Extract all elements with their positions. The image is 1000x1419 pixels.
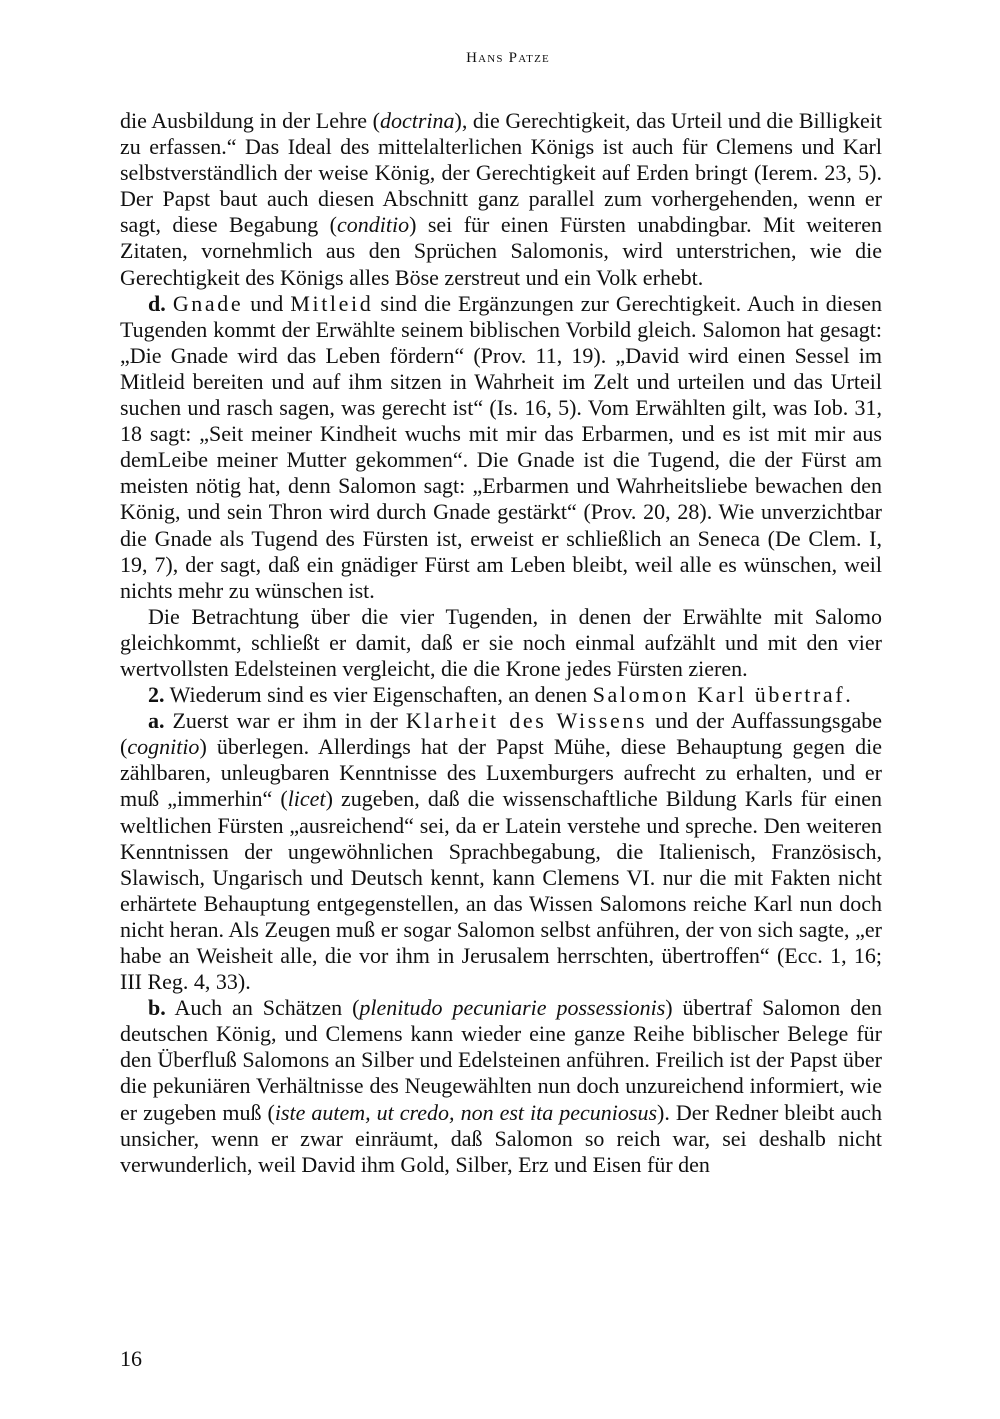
section-marker: b. (148, 995, 166, 1021)
running-head: Hans Patze (466, 50, 550, 66)
section-marker: a. (148, 708, 165, 734)
latin-term: doctrina (379, 108, 455, 133)
text-span: . (845, 682, 851, 708)
latin-term: cognitio (127, 734, 200, 760)
text-span: und der Auffassungsgabe ( (120, 708, 882, 760)
latin-term: plenitudo pecuniarie possessionis (359, 995, 666, 1021)
text-span: Wiederum sind es vier Eigenschaften, an denen (164, 682, 593, 708)
spaced-term: Gnade (172, 290, 244, 316)
page-number: 16 (120, 1346, 142, 1371)
latin-term: conditio (336, 212, 410, 238)
paragraph-four-virtues-summary (120, 604, 882, 682)
paragraph-four-qualities (120, 682, 882, 708)
text-span: ) übertraf Salomon den deutschen König, und Clemens kann wieder eine ganze Reihe biblischer Belege für den Überfluß Salomons an Silber und Edelsteinen anführen. Freilich ist der Papst über die pekuniären Verhältnisse des Neugewählten nun doch unzureichend informiert, wie er zugeben muß ( (120, 995, 882, 1125)
text-span: und (243, 290, 291, 316)
latin-term: licet (287, 786, 326, 812)
section-marker: 2. (148, 682, 165, 708)
spaced-term: Mitleid (290, 290, 374, 316)
section-marker: d. (148, 290, 166, 316)
text-span: ), die Gerechtigkeit, das Urteil und die Billigkeit zu erfassen.“ Das Ideal des mittelalterlichen Königs ist auch für Clemens und Karl selbstverständlich der weise König, der Gerechtigkeit auf Erden bringt (Ierem. 23, 5). Der Papst baut auch diesen Abschnitt ganz parallel zum vorhergehenden, wenn er sagt, diese Begabung ( (120, 108, 882, 238)
text-span: Die Betrachtung über die vier Tugenden, in denen der Erwählte mit Salomo gleichkommt, schließt er damit, daß er sie noch einmal aufzählt und mit den vier wertvollsten Edelsteinen vergleicht, die die Krone jedes Fürsten zieren. (120, 603, 882, 681)
text-span: ) überlegen. Allerdings hat der Papst Mühe, diese Behauptung gegen die zählbaren, unleugbaren Kenntnisse des Luxemburgers aufrecht zu erhalten, und er muß „immerhin“ ( (120, 734, 882, 812)
paragraph-grace-mercy (120, 291, 882, 604)
text-span: ). Der Redner bleibt auch unsicher, wenn er zwar einräumt, daß Salomon so reich war, sei deshalb nicht verwunderlich, weil David ihm Gold, Silber, Erz und Eisen für den (120, 1099, 882, 1177)
paragraph-treasures (120, 995, 882, 1178)
text-span: sind die Ergänzungen zur Gerechtigkeit. Auch in diesen Tugenden kommt der Erwählte seinem biblischen Vorbild gleich. Salomon hat gesagt: „Die Gnade wird das Leben fördern“ (Prov. 11, 19). „David wird einen Sessel im Mitleid bereiten und auf ihm sitzen in Wahrheit im Zelt und urteilen und das Urteil suchen und rasch sagen, was gerecht ist“ (Is. 16, 5). Vom Erwählten gilt, was Iob. 31, 18 sagt: „Seit meiner Kindheit wuchs mit mir das Erbarmen, und es ist mit mir aus demLeibe meiner Mutter gekommen“. Die Gnade ist die Tugend, die der Fürst am meisten nötig hat, denn Salomon sagt: „Erbarmen und Wahrheitsliebe bewachen den König, und sein Thron wird durch Gnade gestärkt“ (Prov. 20, 28). Wie unverzichtbar die Gnade als Tugend des Fürsten ist, erweist er schließlich an Seneca (De Clem. I, 19, 7), der sagt, daß ein gnädiger Fürst am Leben bleibt, weil alle es wünschen, weil nichts mehr zu wünschen ist. (120, 290, 883, 603)
text-span: die Ausbildung in der Lehre ( (120, 108, 380, 133)
body-text (120, 108, 882, 1178)
text-span: ) zugeben, daß die wissenschaftliche Bildung Karls für einen weltlichen Fürsten „ausreichend“ sei, da er Latein verstehe und spreche. Den weiteren Kenntnissen der ungewöhnlichen Sprachbegabung, die Italienisch, Französisch, Slawisch, Ungarisch und Deutsch kennt, kann Clemens VI. nur die mit Fakten nicht erhärtete Behauptung entgegenstellen, an das Wissen Salomons reiche Karl nun doch nicht heran. Als Zeugen muß er sogar Salomon selbst anführen, der von sich sagte, „er habe an Weisheit alle, die vor ihm in Jerusalem herrschten, übertroffen“ (Ecc. 1, 16; III Reg. 4, 33). (120, 786, 883, 995)
text-span: Zuerst war er ihm in der (164, 708, 406, 734)
text-span: ) sei für einen Fürsten unabdingbar. Mit weiteren Zitaten, vornehmlich aus den Sprüchen Salomonis, wird unterstrichen, wie die Gerechtigkeit des Königs alles Böse zerstreut und ein Volk erhebt. (120, 212, 882, 290)
latin-term: iste autem, ut credo, non est ita pecuniosus (274, 1099, 658, 1125)
spaced-term: Klarheit des Wissens (405, 708, 648, 734)
paragraph-justice-continued (120, 108, 882, 291)
spaced-term: Salomon Karl übertraf (592, 682, 846, 708)
paragraph-knowledge (120, 708, 882, 995)
text-span: Auch an Schätzen ( (165, 995, 360, 1021)
